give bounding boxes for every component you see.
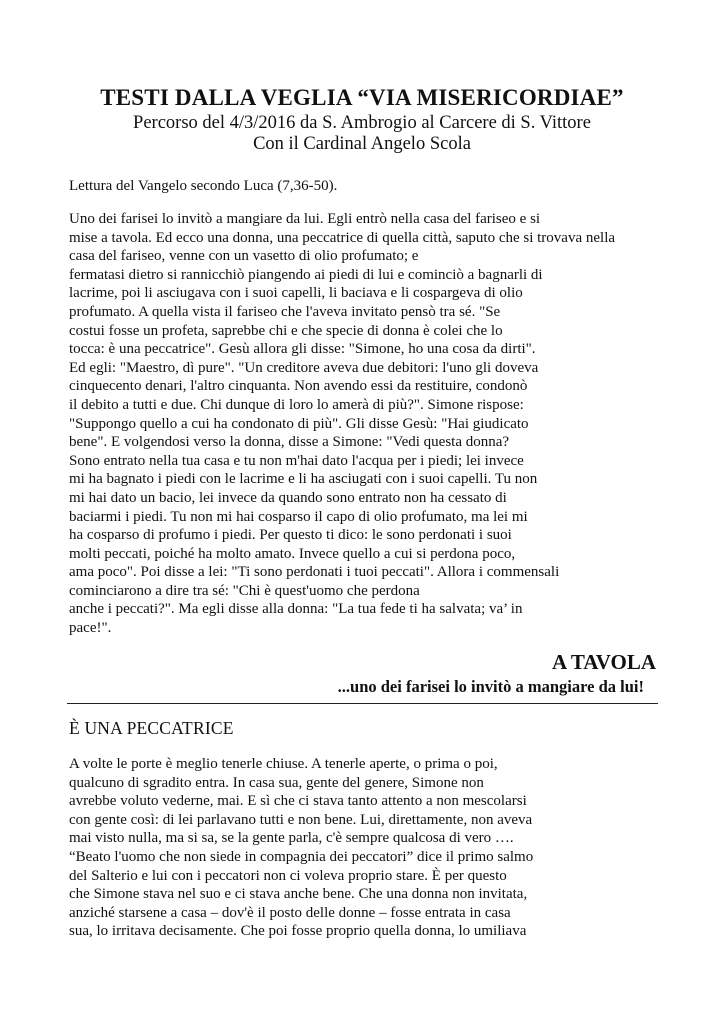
text-line: cominciarono a dire tra sé: "Chi è quest'uomo che perdona <box>69 582 420 599</box>
subsection-heading: È UNA PECCATRICE <box>69 718 234 738</box>
text-line: avrebbe voluto vederne, mai. E sì che ci stava tanto attento a non mescolarsi <box>69 793 527 810</box>
reflection-text <box>69 755 669 941</box>
text-line: qualcuno di sgradito entra. In casa sua, gente del genere, Simone non <box>69 774 484 791</box>
text-line: anziché starsene a casa – dov'è il posto delle donne – fosse entrata in casa <box>69 904 511 921</box>
text-line: Uno dei farisei lo invitò a mangiare da lui. Egli entrò nella casa del fariseo e si <box>69 211 541 227</box>
text-line: mi ha bagnato i piedi con le lacrime e li ha asciugati con i suoi capelli. Tu non <box>69 471 538 488</box>
text-line: del Salterio e lui con i peccatori non ci voleva proprio stare. È per questo <box>69 867 507 884</box>
section-title: A TAVOLA <box>551 650 656 674</box>
text-line: Sono entrato nella tua casa e tu non m'hai dato l'acqua per i piedi; lei invece <box>69 452 524 469</box>
section-subtitle: ...uno dei farisei lo invitò a mangiare da lui! <box>337 677 644 696</box>
gospel-reading-text <box>69 210 669 638</box>
text-line: Ed egli: "Maestro, dì pure". "Un creditore aveva due debitori: l'uno gli doveva <box>69 359 539 376</box>
text-line: che Simone stava nel suo e ci stava anche bene. Che una donna non invitata, <box>69 886 528 903</box>
text-line: ama poco". Poi disse a lei: "Ti sono perdonati i tuoi peccati". Allora i commensali <box>69 564 560 581</box>
text-line: mi hai dato un bacio, lei invece da quando sono entrato non ha cessato di <box>69 489 507 506</box>
text-line: molti peccati, poiché ha molto amato. Invece quello a cui si perdona poco, <box>69 545 516 562</box>
text-line: costui fosse un profeta, saprebbe chi e che specie di donna è colei che lo <box>69 322 503 339</box>
text-line: "Suppongo quello a cui ha condonato di più". Gli disse Gesù: "Hai giudicato <box>69 415 529 432</box>
text-line: fermatasi dietro si rannicchiò piangendo ai piedi di lui e cominciò a bagnarli di <box>69 266 543 283</box>
gospel-reading-intro: Lettura del Vangelo secondo Luca (7,36-50). <box>69 178 338 194</box>
text-line: “Beato l'uomo che non siede in compagnia dei peccatori” dice il primo salmo <box>69 848 534 865</box>
text-line: anche i peccati?". Ma egli disse alla donna: "La tua fede ti ha salvata; va’ in <box>69 601 523 618</box>
document-title: TESTI DALLA VEGLIA “VIA MISERICORDIAE” <box>100 85 624 110</box>
text-line: cinquecento denari, l'altro cinquanta. Non avendo essi da restituire, condonò <box>69 378 528 395</box>
text-line: pace!". <box>69 620 112 637</box>
text-line: casa del fariseo, venne con un vasetto di olio profumato; e <box>69 248 419 265</box>
section-divider <box>67 703 658 704</box>
text-line: sua, lo irritava decisamente. Che poi fosse proprio quella donna, lo umiliava <box>69 923 527 940</box>
document-subtitle-cardinal: Con il Cardinal Angelo Scola <box>253 134 471 154</box>
text-line: mai visto nulla, ma si sa, se la gente parla, c'è sempre qualcosa di vero …. <box>69 830 514 847</box>
text-line: mise a tavola. Ed ecco una donna, una peccatrice di quella città, saputo che si trovava nella <box>69 229 616 246</box>
text-line: tocca: è una peccatrice". Gesù allora gli disse: "Simone, ho una cosa da dirti". <box>69 341 536 358</box>
text-line: A volte le porte è meglio tenerle chiuse. A tenerle aperte, o prima o poi, <box>69 756 498 772</box>
text-line: con gente così: di lei parlavano tutti e non bene. Lui, direttamente, non aveva <box>69 811 533 828</box>
text-line: lacrime, poi li asciugava con i suoi capelli, li baciava e li cospargeva di olio <box>69 285 523 302</box>
text-line: baciarmi i piedi. Tu non mi hai cosparso il capo di olio profumato, ma lei mi <box>69 508 528 525</box>
text-line: profumato. A quella vista il fariseo che l'aveva invitato pensò tra sé. "Se <box>69 303 501 320</box>
text-line: il debito a tutti e due. Chi dunque di loro lo amerà di più?". Simone rispose: <box>69 396 524 413</box>
text-line: bene". E volgendosi verso la donna, disse a Simone: "Vedi questa donna? <box>69 434 510 451</box>
document-subtitle-route: Percorso del 4/3/2016 da S. Ambrogio al Carcere di S. Vittore <box>133 113 591 133</box>
text-line: ha cosparso di profumo i piedi. Per questo ti dico: le sono perdonati i suoi <box>69 527 512 544</box>
